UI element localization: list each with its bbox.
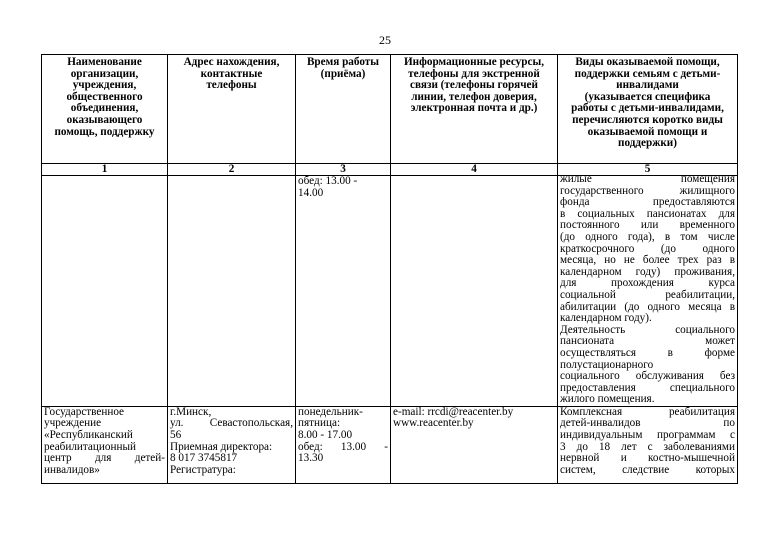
text-line: постоянного или временного — [560, 219, 735, 232]
header-line: перечисляются коротко виды — [572, 113, 723, 126]
text-line: социального обслуживания без — [560, 370, 735, 383]
column-number: 5 — [558, 164, 738, 176]
text-line: Приемная директора: — [170, 440, 273, 453]
column-number: 2 — [168, 164, 296, 176]
text-line: г.Минск, — [170, 405, 212, 418]
text-line: 8 017 3745817 — [170, 452, 238, 465]
header-line: общественного — [66, 90, 143, 103]
table-row — [42, 406, 738, 483]
continuation-address-cell — [168, 176, 296, 407]
text-line: жилые помещения — [560, 174, 735, 185]
header-info-resources — [391, 55, 558, 164]
text-line: 56 — [170, 429, 182, 442]
text-line: www.reacenter.by — [393, 417, 474, 430]
header-line: оказываемой помощи и — [587, 125, 708, 138]
text-line: центр для детей- — [44, 452, 165, 465]
text-line: детей-инвалидов по — [560, 417, 735, 430]
text-line: учреждение — [44, 417, 102, 430]
header-line: объединения, — [70, 102, 139, 115]
text-line: пансионата может — [560, 335, 735, 348]
text-line: предоставления специального — [560, 381, 735, 394]
organization-time-cell — [296, 406, 391, 483]
header-line: Информационные ресурсы, — [403, 56, 544, 68]
text-line: социальной реабилитации, — [560, 288, 735, 301]
text-line: осуществляться в форме — [560, 346, 735, 359]
text-line: понедельник- — [298, 405, 363, 418]
header-line: Адрес нахождения, — [183, 56, 280, 68]
header-line: поддержки) — [618, 137, 677, 150]
header-working-hours — [296, 55, 391, 164]
continuation-help-cell — [558, 176, 738, 407]
continuation-resources-cell — [391, 176, 558, 407]
text-line: систем, следствие которых — [560, 463, 735, 476]
column-number: 3 — [296, 164, 391, 176]
continuation-time-cell — [296, 176, 391, 407]
text-line: 3 до 18 лет с заболеваниями — [560, 440, 735, 453]
header-line: оказывающего — [66, 113, 143, 126]
help-organizations-table — [41, 54, 738, 484]
text-line: 8.00 - 17.00 — [298, 429, 353, 442]
text-line: нервной и костно-мышечной — [560, 452, 735, 465]
header-line: работы с детьми-инвалидами, — [571, 102, 724, 115]
header-line: Наименование — [67, 56, 142, 68]
text-line: месяца, но не более трех раз в — [560, 254, 735, 267]
column-number: 1 — [42, 164, 168, 176]
text-line: Государственное — [44, 405, 125, 418]
header-line: телефоны для экстренной — [408, 67, 540, 80]
text-line: 13.30 — [298, 452, 324, 465]
header-line: организации, — [70, 67, 139, 80]
text-line: «Республиканский — [44, 429, 133, 442]
continuation-organization-cell — [42, 176, 168, 407]
text-line: Регистратура: — [170, 463, 236, 476]
header-line: поддержки семьям с детьми- — [574, 67, 721, 80]
text-line: (до одного года), в том числе — [560, 230, 735, 243]
text-line: в социальных пансионатах для — [560, 207, 735, 220]
text-line: государственного жилищного — [560, 184, 735, 197]
header-organization — [42, 55, 168, 164]
table-row — [42, 176, 738, 407]
header-line: инвалидами — [616, 79, 679, 92]
header-line: Время работы — [306, 56, 380, 68]
header-help-types — [558, 55, 738, 164]
header-line: учреждения, — [72, 79, 137, 92]
header-line: электронная почта и др.) — [410, 102, 538, 115]
text-line: ул. Севастопольская, — [170, 417, 293, 430]
header-line: контактные — [200, 67, 263, 80]
header-address — [168, 55, 296, 164]
header-line: (приёма) — [320, 67, 366, 80]
text-line: для прохождения курса — [560, 277, 735, 290]
page-number: 25 — [379, 33, 391, 47]
organization-address-cell — [168, 406, 296, 483]
text-line: обед: 13.00 - — [298, 440, 388, 453]
text-line: календарном году) проживания, — [560, 265, 735, 278]
text-line: инвалидов» — [44, 463, 100, 476]
text-line: краткосрочного (до одного — [560, 242, 735, 255]
header-line: (указывается специфика — [584, 90, 711, 103]
text-line: индивидуальным программам с — [560, 429, 735, 442]
organization-help-cell — [558, 406, 738, 483]
text-line: Комплексная реабилитация — [560, 405, 735, 418]
header-line: помощь, поддержку — [54, 125, 155, 138]
text-line: реабилитационный — [44, 440, 136, 453]
header-line: телефоны — [206, 79, 257, 92]
text-line: обед: 13.00 - — [298, 176, 358, 187]
text-line: e-mail: rrcdi@reacenter.by — [393, 405, 514, 418]
text-line: календарном году). — [560, 312, 652, 325]
header-line: связи (телефоны горячей — [410, 79, 538, 92]
text-line: абилитации (до одного месяца в — [560, 300, 735, 313]
text-line: жилого помещения. — [560, 393, 655, 406]
organization-name-cell — [42, 406, 168, 483]
text-line: пятница: — [298, 417, 341, 430]
table-header-row — [42, 55, 738, 164]
text-line: Деятельность социального — [560, 323, 735, 336]
header-line: Виды оказываемой помощи, — [575, 56, 720, 68]
text-line: фонда предоставляются — [560, 196, 735, 209]
header-line: линии, телефон доверия, — [411, 90, 537, 103]
text-line: 14.00 — [298, 186, 324, 199]
text-line: полустационарного — [560, 358, 654, 371]
organization-resources-cell — [391, 406, 558, 483]
column-number: 4 — [391, 164, 558, 176]
